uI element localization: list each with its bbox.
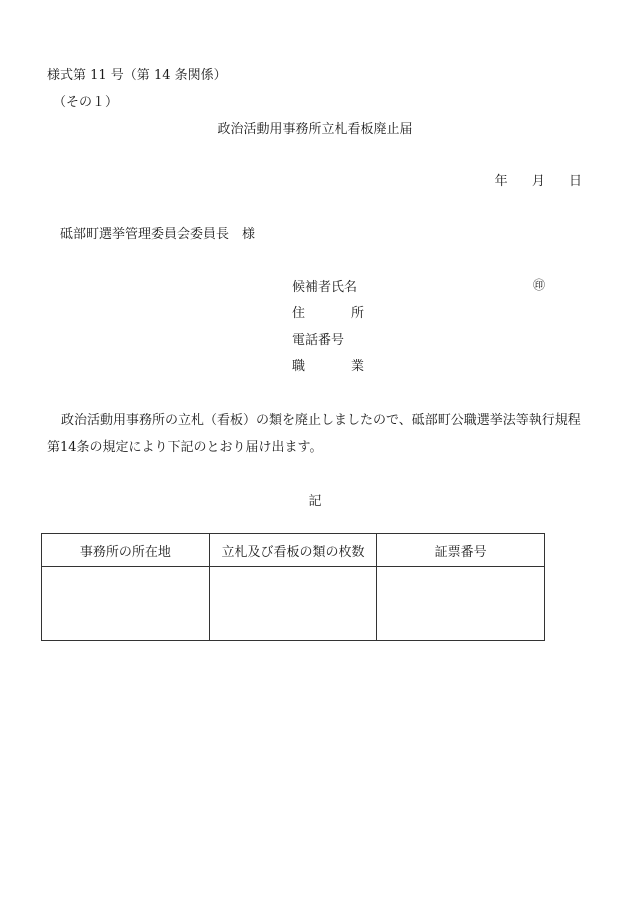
form-number: 様式第 11 号（第 14 条関係） [47, 68, 227, 83]
occupation-label-char-1: 職 [292, 359, 306, 374]
date-year-label: 年 [494, 174, 508, 189]
addressee: 砥部町選挙管理委員会委員長 様 [60, 227, 256, 242]
ki-heading: 記 [308, 494, 322, 509]
candidate-phone-label: 電話番号 [292, 333, 345, 348]
sign-count-cell[interactable] [209, 567, 377, 641]
date-day-label: 日 [568, 174, 582, 189]
document-title: 政治活動用事務所立札看板廃止届 [217, 122, 413, 137]
date-line [475, 170, 582, 189]
seal-mark: ㊞ [533, 278, 546, 292]
candidate-occupation-label [292, 355, 364, 374]
occupation-label-char-2: 業 [350, 359, 364, 374]
address-label-char-1: 住 [292, 306, 306, 321]
body-text: 政治活動用事務所の立札（看板）の類を廃止しましたので、砥部町公職選挙法等執行規程第14条の規定により下記のとおり届け出ます。 [47, 413, 581, 455]
address-label-char-2: 所 [350, 306, 364, 321]
table-header-row [42, 534, 545, 567]
candidate-name-label: 候補者氏名 [292, 280, 358, 295]
candidate-address-label [292, 302, 364, 321]
header-certificate-number: 証票番号 [377, 534, 545, 567]
table-row [42, 567, 545, 641]
header-sign-count: 立札及び看板の類の枚数 [209, 534, 377, 567]
office-location-cell[interactable] [42, 567, 210, 641]
date-month-label: 月 [531, 174, 545, 189]
certificate-number-cell[interactable] [377, 567, 545, 641]
form-subtitle: （その１） [53, 95, 119, 110]
detail-table [41, 533, 545, 641]
header-office-location: 事務所の所在地 [42, 534, 210, 567]
